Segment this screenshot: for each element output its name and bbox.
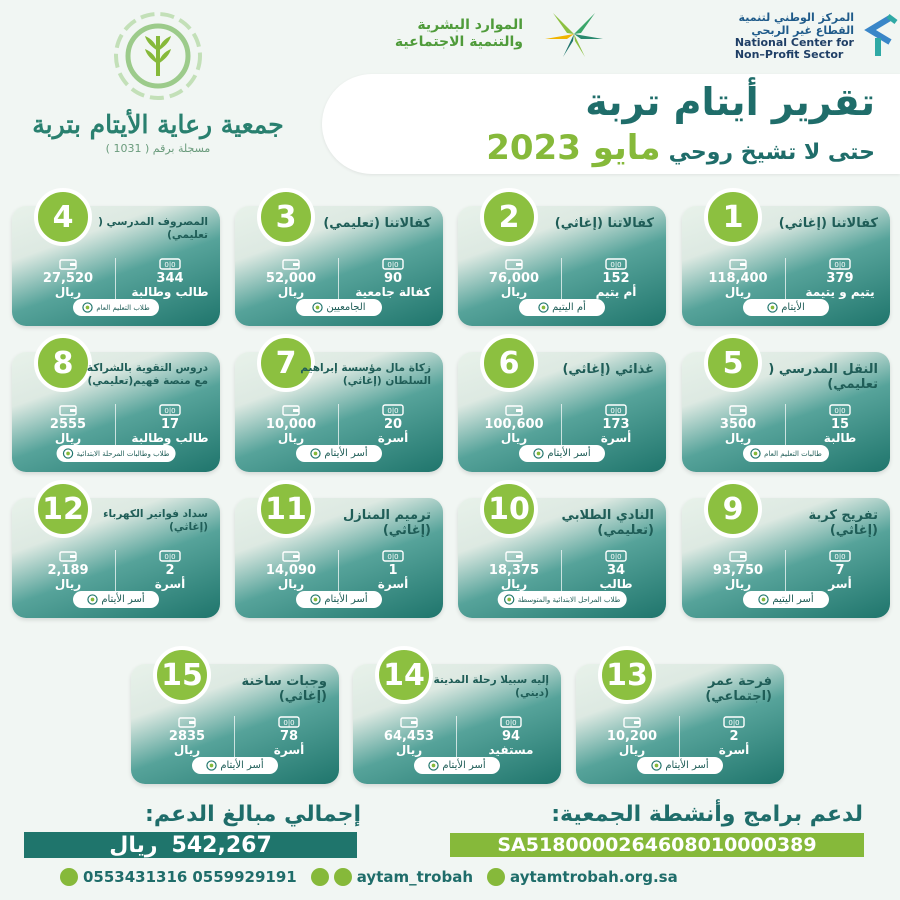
card-amount-label: ريال: [500, 431, 528, 445]
card-number: 2: [480, 188, 538, 246]
card-count-stat: [690, 716, 778, 756]
card-amount-label: ريال: [724, 431, 752, 445]
card-amount: 18,375: [488, 563, 540, 578]
card-amount: 10,200: [606, 729, 658, 744]
wallet-icon: [727, 550, 749, 562]
association-emblem-icon: [103, 6, 213, 106]
ministry-logo: [345, 8, 615, 60]
card-count-label: طالب: [599, 577, 633, 591]
card-divider: [338, 258, 339, 304]
svg-text:0|0: 0|0: [387, 261, 399, 269]
card-count-stat: [572, 258, 660, 298]
people-count-icon: [382, 404, 404, 416]
instagram-icon: [311, 868, 329, 886]
svg-text:0|0: 0|0: [610, 261, 622, 269]
wallet-icon: [503, 550, 525, 562]
total-amount-box: [24, 832, 357, 858]
card-tag-text: أسر الأيتام: [547, 448, 591, 459]
svg-text:0|0: 0|0: [834, 261, 846, 269]
people-count-icon: [159, 258, 181, 270]
card-number: 1: [704, 188, 762, 246]
card-amount: 2835: [168, 729, 206, 744]
card-amount-stat: [24, 404, 112, 444]
program-card-7: [235, 345, 443, 472]
people-count-icon: [605, 258, 627, 270]
card-count: 2: [165, 563, 175, 578]
card-tag-text: أسر الأيتام: [324, 448, 368, 459]
website-url[interactable]: aytamtrobah.org.sa: [510, 868, 678, 886]
card-count: 15: [830, 417, 850, 432]
subtitle-prefix: حتى لا تشيخ روحي: [668, 140, 875, 165]
card-tag-text: طلاب وطالبات المرحلة الابتدائية: [76, 449, 170, 458]
program-card-10: [458, 491, 666, 618]
card-divider: [785, 550, 786, 596]
card-amount-label: ريال: [724, 577, 752, 591]
card-count-stat: [245, 716, 333, 756]
card-count-label: طالب وطالبة: [131, 285, 209, 299]
card-count-stat: [796, 550, 884, 590]
card-amount: 2555: [49, 417, 87, 432]
beneficiary-icon: [750, 448, 761, 459]
card-count-label: كفالة جامعية: [355, 285, 431, 299]
card-number: 5: [704, 334, 762, 392]
card-count-label: أسرة: [377, 577, 409, 591]
total-amount: 542,267: [171, 832, 272, 858]
card-beneficiary-tag: [743, 591, 829, 608]
card-tag-text: طالبات التعليم العام: [764, 449, 822, 458]
card-beneficiary-tag: [296, 591, 382, 608]
card-amount: 76,000: [488, 271, 540, 286]
card-count: 379: [826, 271, 854, 286]
card-divider: [456, 716, 457, 762]
card-count: 1: [388, 563, 398, 578]
beneficiary-icon: [651, 760, 662, 771]
card-count-label: أسر: [828, 577, 852, 591]
card-count: 20: [383, 417, 403, 432]
people-count-icon: [829, 258, 851, 270]
card-beneficiary-tag: [57, 445, 176, 462]
card-tag-text: أسر الأيتام: [101, 594, 145, 605]
svg-text:0|0: 0|0: [387, 407, 399, 415]
program-card-2: [458, 199, 666, 326]
wallet-icon: [503, 404, 525, 416]
card-amount-stat: [470, 258, 558, 298]
card-count-stat: [467, 716, 555, 756]
wallet-icon: [280, 258, 302, 270]
card-number: 9: [704, 480, 762, 538]
card-title: فرحة عمر (اجتماعي): [705, 674, 772, 704]
card-count: 90: [383, 271, 403, 286]
card-count: 152: [602, 271, 630, 286]
card-amount-stat: [365, 716, 453, 756]
program-card-8: [12, 345, 220, 472]
people-count-icon: [605, 404, 627, 416]
card-count-label: أسرة: [273, 743, 305, 757]
card-count: 2: [729, 729, 739, 744]
wallet-icon: [727, 404, 749, 416]
card-count-label: مستفيد: [488, 743, 534, 757]
program-card-9: [682, 491, 890, 618]
card-number: 3: [257, 188, 315, 246]
whatsapp-icon: [60, 868, 78, 886]
card-divider: [115, 258, 116, 304]
card-divider: [338, 550, 339, 596]
card-number: 14: [375, 646, 433, 704]
card-number: 7: [257, 334, 315, 392]
card-amount: 2,189: [47, 563, 89, 578]
card-title: كفالاتنا (تعليمي): [323, 216, 431, 231]
card-amount-label: ريال: [277, 285, 305, 299]
beneficiary-icon: [758, 594, 769, 605]
card-amount-stat: [143, 716, 231, 756]
card-beneficiary-tag: [296, 445, 382, 462]
card-number: 6: [480, 334, 538, 392]
total-currency: ريال: [109, 832, 158, 858]
card-amount-label: ريال: [54, 285, 82, 299]
card-title: زكاة مال مؤسسة إبراهيم السلطان (إغاثي): [300, 362, 431, 387]
card-count-stat: [349, 550, 437, 590]
people-count-icon: [723, 716, 745, 728]
beneficiary-icon: [206, 760, 217, 771]
card-title: كفالاتنا (إغاثي): [778, 216, 878, 231]
program-card-6: [458, 345, 666, 472]
card-title: النادي الطلابي (تعليمي): [561, 508, 654, 538]
social-handle[interactable]: aytam_trobah: [356, 868, 474, 886]
card-amount: 3500: [719, 417, 757, 432]
card-title: سداد فواتير الكهرباء (إغاثي): [103, 508, 208, 533]
card-count-label: أسرة: [154, 577, 186, 591]
card-count-stat: [126, 258, 214, 298]
card-title: كفالاتنا (إغاثي): [554, 216, 654, 231]
svg-text:0|0: 0|0: [164, 407, 176, 415]
people-count-icon: [829, 550, 851, 562]
card-divider: [785, 258, 786, 304]
card-amount-label: ريال: [618, 743, 646, 757]
card-count-label: طالب وطالبة: [131, 431, 209, 445]
iban-number[interactable]: SA5180000264608010000389: [497, 834, 817, 856]
wallet-icon: [727, 258, 749, 270]
card-count: 344: [156, 271, 184, 286]
card-number: 15: [153, 646, 211, 704]
card-divider: [785, 404, 786, 450]
wallet-icon: [176, 716, 198, 728]
card-tag-text: أسر الأيتام: [665, 760, 709, 771]
card-count-stat: [126, 550, 214, 590]
card-count-label: أسرة: [718, 743, 750, 757]
card-divider: [234, 716, 235, 762]
card-count-stat: [349, 404, 437, 444]
card-count: 173: [602, 417, 630, 432]
card-amount: 100,600: [484, 417, 544, 432]
beneficiary-icon: [87, 594, 98, 605]
card-tag-text: أسر اليتيم: [772, 594, 814, 605]
card-tag-text: أسر الأيتام: [442, 760, 486, 771]
association-logo: [8, 6, 308, 156]
svg-text:0|0: 0|0: [834, 407, 846, 415]
card-divider: [561, 550, 562, 596]
card-amount-label: ريال: [395, 743, 423, 757]
card-beneficiary-tag: [519, 299, 605, 316]
card-tag-text: أسر الأيتام: [324, 594, 368, 605]
card-beneficiary-tag: [73, 591, 159, 608]
card-count: 94: [501, 729, 521, 744]
svg-text:0|0: 0|0: [728, 719, 740, 727]
page-subtitle: [486, 128, 875, 168]
svg-text:0|0: 0|0: [164, 553, 176, 561]
wallet-icon: [57, 404, 79, 416]
card-count-stat: [126, 404, 214, 444]
card-title: غذائي (إغاثي): [562, 362, 654, 377]
card-amount-label: ريال: [500, 285, 528, 299]
wallet-icon: [57, 550, 79, 562]
ncnp-logo-icon: [860, 14, 900, 58]
beneficiary-icon: [82, 302, 93, 313]
card-title: دروس التقوية بالشراكة مع منصة فهيم(تعليمي): [86, 362, 208, 387]
wallet-icon: [621, 716, 643, 728]
beneficiary-icon: [533, 448, 544, 459]
beneficiary-icon: [538, 302, 549, 313]
card-title: إليه سبيلا رحلة المدينة (ديني): [433, 674, 549, 699]
people-count-icon: [382, 550, 404, 562]
page-title: تقرير أيتام تربة: [585, 80, 875, 124]
card-count-stat: [349, 258, 437, 298]
card-divider: [561, 404, 562, 450]
ministry-line-2: والتنمية الاجتماعية: [394, 34, 523, 50]
program-card-5: [682, 345, 890, 472]
globe-icon: [487, 868, 505, 886]
card-beneficiary-tag: [743, 299, 829, 316]
program-card-14: [353, 657, 561, 784]
iban-box[interactable]: [450, 833, 864, 857]
card-title: ترميم المنازل (إغاثي): [342, 508, 431, 538]
card-divider: [679, 716, 680, 762]
card-divider: [115, 550, 116, 596]
people-count-icon: [278, 716, 300, 728]
footer-website[interactable]: [487, 868, 678, 886]
support-label: لدعم برامج وأنشطة الجمعية:: [551, 802, 863, 827]
people-count-icon: [159, 550, 181, 562]
card-count-stat: [796, 258, 884, 298]
card-count-label: أم يتيم: [595, 285, 637, 299]
footer-social[interactable]: [311, 868, 473, 886]
card-amount: 118,400: [708, 271, 768, 286]
card-amount-stat: [470, 404, 558, 444]
card-divider: [561, 258, 562, 304]
svg-text:0|0: 0|0: [283, 719, 295, 727]
card-beneficiary-tag: [637, 757, 723, 774]
subtitle-month: مايو 2023: [486, 128, 661, 168]
card-amount: 52,000: [265, 271, 317, 286]
card-beneficiary-tag: [743, 445, 829, 462]
people-count-icon: [605, 550, 627, 562]
card-amount-stat: [588, 716, 676, 756]
association-registration: مسجلة برقم ( 1031 ): [105, 142, 211, 155]
card-divider: [338, 404, 339, 450]
card-amount-label: ريال: [173, 743, 201, 757]
program-card-4: [12, 199, 220, 326]
card-amount-stat: [24, 258, 112, 298]
card-count: 17: [160, 417, 180, 432]
card-beneficiary-tag: [192, 757, 278, 774]
beneficiary-icon: [428, 760, 439, 771]
total-label: إجمالي مبالغ الدعم:: [145, 802, 361, 827]
card-amount: 14,090: [265, 563, 317, 578]
people-count-icon: [829, 404, 851, 416]
card-amount-label: ريال: [500, 577, 528, 591]
svg-text:0|0: 0|0: [834, 553, 846, 561]
card-title: النقل المدرسي ( تعليمي): [768, 362, 878, 392]
card-number: 10: [480, 480, 538, 538]
svg-text:0|0: 0|0: [164, 261, 176, 269]
card-amount-stat: [24, 550, 112, 590]
beneficiary-icon: [504, 594, 515, 605]
footer-phones[interactable]: [60, 868, 297, 886]
card-number: 13: [598, 646, 656, 704]
card-number: 11: [257, 480, 315, 538]
card-amount-stat: [247, 404, 335, 444]
card-beneficiary-tag: [519, 445, 605, 462]
card-tag-text: طلاب المراحل الابتدائية والمتوسطة: [517, 595, 621, 604]
twitter-icon: [334, 868, 352, 886]
card-beneficiary-tag: [296, 299, 382, 316]
beneficiary-icon: [767, 302, 778, 313]
card-amount-label: ريال: [277, 431, 305, 445]
people-count-icon: [159, 404, 181, 416]
wallet-icon: [57, 258, 79, 270]
card-number: 4: [34, 188, 92, 246]
card-divider: [115, 404, 116, 450]
people-count-icon: [382, 258, 404, 270]
program-card-13: [576, 657, 784, 784]
card-tag-text: أم اليتيم: [552, 302, 586, 313]
card-number: 12: [34, 480, 92, 538]
card-amount-stat: [694, 258, 782, 298]
card-title: تفريج كربة (إغاثي): [808, 508, 878, 538]
card-beneficiary-tag: [498, 591, 627, 608]
svg-text:0|0: 0|0: [610, 553, 622, 561]
people-count-icon: [500, 716, 522, 728]
card-amount: 10,000: [265, 417, 317, 432]
card-count: 78: [279, 729, 299, 744]
beneficiary-icon: [312, 302, 323, 313]
footer-contacts: [60, 866, 860, 888]
card-count-label: أسرة: [377, 431, 409, 445]
card-amount-stat: [694, 404, 782, 444]
ncnp-ar-2: القطاع غير الربحي: [751, 24, 854, 37]
svg-text:0|0: 0|0: [610, 407, 622, 415]
svg-text:0|0: 0|0: [387, 553, 399, 561]
card-tag-text: طلاب التعليم العام: [96, 303, 150, 312]
wallet-icon: [280, 550, 302, 562]
wallet-icon: [280, 404, 302, 416]
card-tag-text: أسر الأيتام: [220, 760, 264, 771]
ministry-line-1: الموارد البشرية: [417, 17, 523, 33]
program-card-3: [235, 199, 443, 326]
card-count-stat: [572, 404, 660, 444]
card-amount: 64,453: [383, 729, 435, 744]
card-number: 8: [34, 334, 92, 392]
card-amount-label: ريال: [277, 577, 305, 591]
association-name: جمعية رعاية الأيتام بتربة: [32, 110, 284, 139]
phone-1[interactable]: 0553431316: [83, 868, 188, 886]
phone-2[interactable]: 0559929191: [192, 868, 297, 886]
ncnp-en-1: National Center for: [734, 36, 854, 49]
ncnp-ar-1: المركز الوطني لتنمية: [738, 11, 854, 24]
program-card-1: [682, 199, 890, 326]
program-card-15: [131, 657, 339, 784]
card-amount-label: ريال: [54, 431, 82, 445]
card-amount: 27,520: [42, 271, 94, 286]
card-amount-label: ريال: [724, 285, 752, 299]
ministry-logo-icon: [533, 9, 615, 59]
ncnp-logo: [638, 6, 900, 66]
svg-text:0|0: 0|0: [505, 719, 517, 727]
program-card-12: [12, 491, 220, 618]
card-count-stat: [572, 550, 660, 590]
card-amount-stat: [247, 550, 335, 590]
beneficiary-icon: [63, 448, 74, 459]
card-tag-text: الأيتام: [781, 302, 805, 313]
card-beneficiary-tag: [414, 757, 500, 774]
card-count-label: أسرة: [600, 431, 632, 445]
card-count: 34: [606, 563, 626, 578]
card-amount: 93,750: [712, 563, 764, 578]
program-card-11: [235, 491, 443, 618]
card-amount-stat: [470, 550, 558, 590]
card-tag-text: الجامعيين: [326, 302, 366, 313]
beneficiary-icon: [310, 448, 321, 459]
card-count-label: يتيم و يتيمة: [805, 285, 875, 299]
card-count-stat: [796, 404, 884, 444]
card-beneficiary-tag: [73, 299, 159, 316]
beneficiary-icon: [310, 594, 321, 605]
card-count-label: طالبة: [823, 431, 857, 445]
card-amount-stat: [247, 258, 335, 298]
wallet-icon: [503, 258, 525, 270]
ncnp-en-2: Non–Profit Sector: [734, 48, 844, 61]
wallet-icon: [398, 716, 420, 728]
card-title: وجبات ساخنة (إغاثي): [241, 674, 327, 704]
card-title: المصروف المدرسي ( تعليمي): [98, 216, 208, 241]
card-count: 7: [835, 563, 845, 578]
card-amount-stat: [694, 550, 782, 590]
card-amount-label: ريال: [54, 577, 82, 591]
